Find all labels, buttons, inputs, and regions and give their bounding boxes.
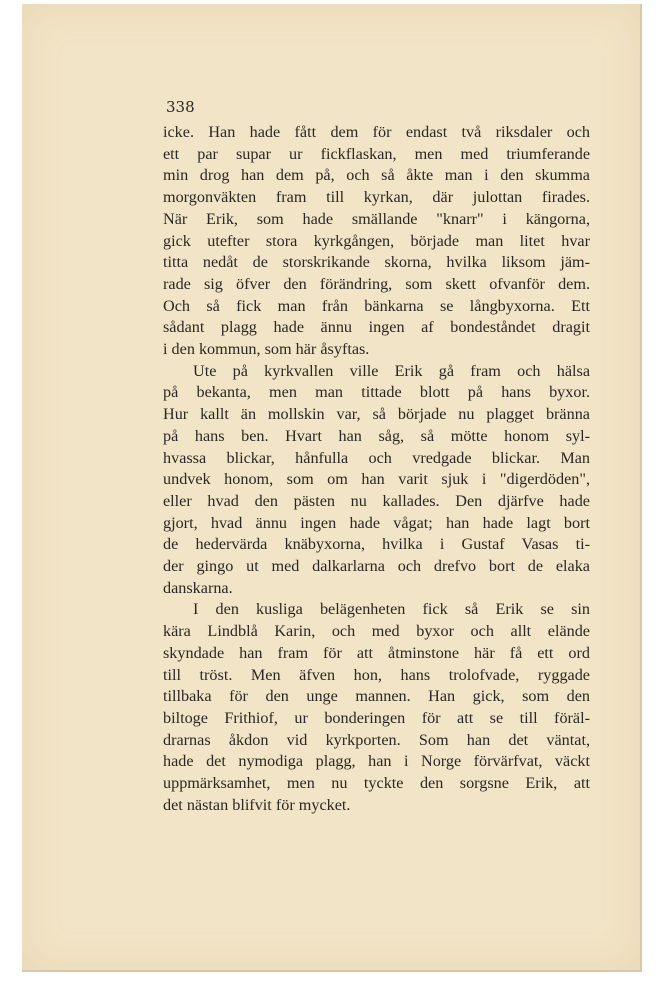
text-line: biltoge Frithiof, ur bonderingen för att se till föräl- — [163, 708, 590, 727]
text-line: I den kusliga belägenheten fick så Erik se sin — [193, 600, 590, 619]
text-line: Ute på kyrkvallen ville Erik gå fram och hälsa — [193, 361, 590, 380]
text-line: sådant plagg hade ännu ingen af bondeståndet dragit — [163, 318, 590, 337]
text-line: uppmärksamhet, men nu tyckte den sorgsne Erik, att — [163, 774, 590, 793]
text-line: eller hvad den pästen nu kallades. Den djärfve hade — [163, 491, 590, 510]
text-line: kära Lindblå Karin, och med byxor och allt elände — [163, 622, 590, 641]
text-line: i den kommun, som här åsyftas. — [163, 340, 370, 359]
text-line: skyndade han fram för att åtminstone här få ett ord — [163, 643, 590, 662]
text-line: hade det nymodiga plagg, han i Norge förvärfvat, väckt — [163, 752, 590, 771]
text-line: När Erik, som hade smällande "knarr" i kängorna, — [163, 209, 590, 228]
text-line: rade sig öfver den förändring, som skett ofvanför dem. — [163, 274, 590, 293]
text-line: Hur kallt än mollskin var, så började nu plagget bränna — [163, 405, 590, 424]
text-line: min drog han dem på, och så åkte man i den skumma — [163, 166, 590, 185]
text-line: titta nedåt de storskrikande skorna, hvilka liksom jäm- — [163, 253, 590, 272]
text-line: undvek honom, som om han varit sjuk i "digerdöden", — [163, 470, 590, 489]
text-line: danskarna. — [163, 578, 233, 597]
text-line: tillbaka för den unge mannen. Han gick, som den — [163, 687, 590, 706]
text-line: de hedervärda knäbyxorna, hvilka i Gustaf Vasas ti- — [163, 535, 590, 554]
book-page — [22, 4, 642, 972]
text-line: gjort, hvad ännu ingen hade vågat; han hade lagt bort — [163, 513, 590, 532]
text-line: der gingo ut med dalkarlarna och drefvo bort de elaka — [163, 557, 590, 576]
text-line: på hans ben. Hvart han såg, så mötte honom syl- — [163, 426, 590, 445]
text-line: drarnas åkdon vid kyrkporten. Som han det väntat, — [163, 730, 590, 749]
body-text — [163, 122, 590, 817]
text-line: gick utefter stora kyrkgången, började man litet hvar — [163, 231, 590, 250]
text-line: Och så fick man från bänkarna se långbyxorna. Ett — [163, 296, 590, 315]
text-line: morgonväkten fram till kyrkan, där julottan firades. — [163, 188, 590, 207]
page-number: 338 — [166, 98, 195, 116]
text-line: ett par supar ur fickflaskan, men med triumferande — [163, 144, 590, 163]
text-line: hvassa blickar, hånfulla och vredgade blickar. Man — [163, 448, 590, 467]
text-line: på bekanta, men man tittade blott på hans byxor. — [163, 383, 590, 402]
text-line: icke. Han hade fått dem för endast två riksdaler och — [163, 123, 590, 141]
text-line: till tröst. Men äfven hon, hans trolofvade, ryggade — [163, 665, 590, 684]
text-line: det nästan blifvit för mycket. — [163, 795, 351, 814]
